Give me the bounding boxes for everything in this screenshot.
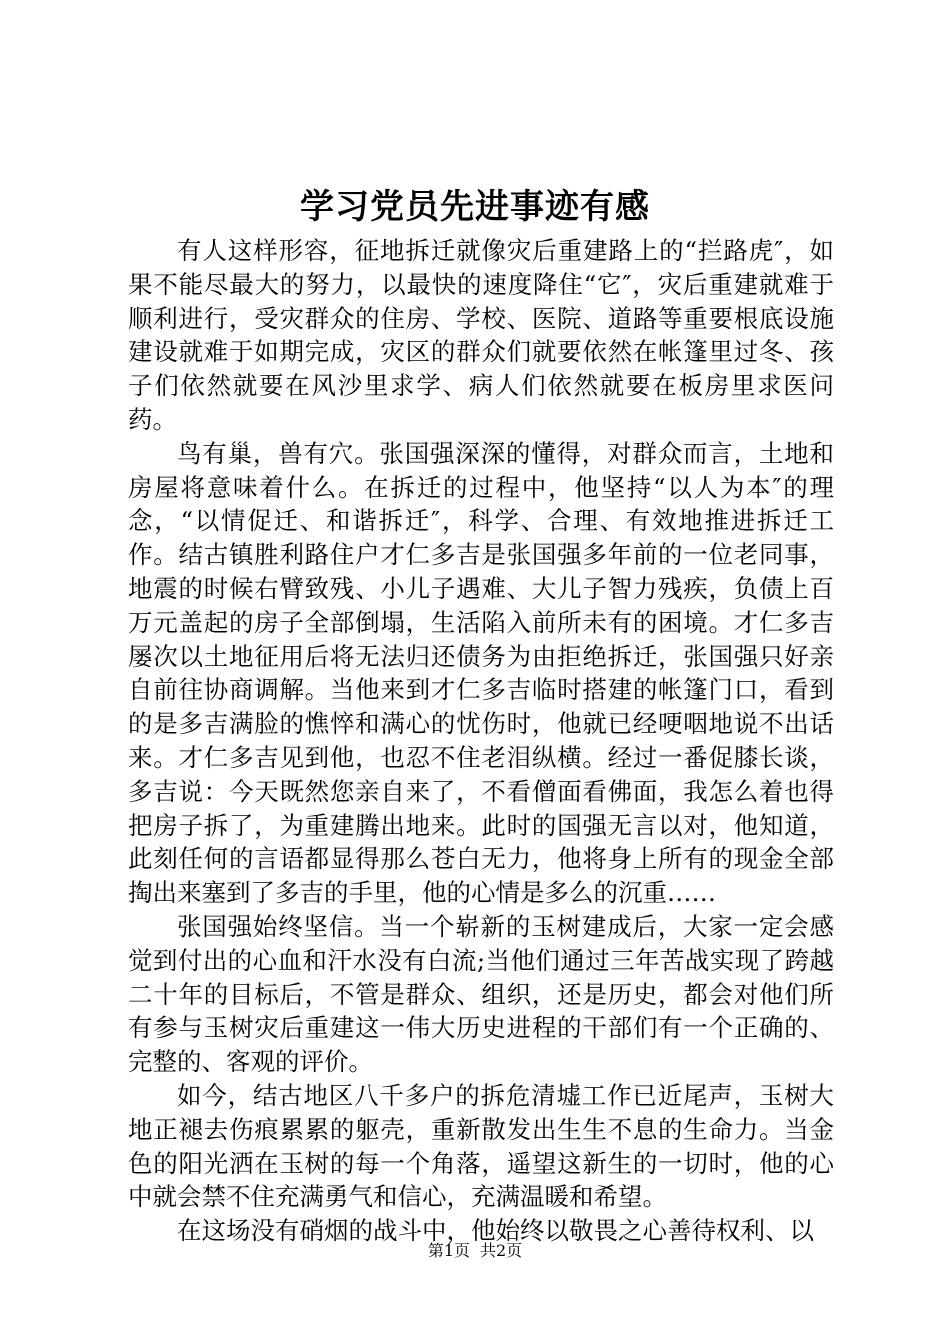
paragraph: 在这场没有硝烟的战斗中，他始终以敬畏之心善待权利、以 bbox=[177, 1216, 814, 1246]
paragraph: 如今，结古地区八千多户的拆危清墟工作已近尾声，玉树大地正褪去伤痕累累的躯壳，重新散发出生生不息的生命力。当金色的阳光洒在玉树的每一个角落，遥望这新生的一切时，他的心中就会禁不住充满勇气和信心，充满温暖和希望。 bbox=[128, 1080, 834, 1212]
document-title: 学习党员先进事迹有感 bbox=[300, 187, 650, 227]
paragraph: 张国强始终坚信。当一个崭新的玉树建成后，大家一定会感觉到付出的心血和汗水没有白流;当他们通过三年苦战实现了跨越二十年的目标后，不管是群众、组织，还是历史，都会对他们所有参与玉树灾后重建这一伟大历史进程的干部们有一个正确的、完整的、客观的评价。 bbox=[128, 911, 834, 1077]
paragraph: 鸟有巢，兽有穴。张国强深深的懂得，对群众而言，土地和房屋将意味着什么。在拆迁的过程中，他坚持“以人为本″的理念，“以情促迁、和谐拆迁″，科学、合理、有效地推进拆迁工作。结古镇胜利路住户才仁多吉是张国强多年前的一位老同事，地震的时候右臂致残、小儿子遇难、大儿子智力残疾，负债上百万元盖起的房子全部倒塌，生活陷入前所未有的困境。才仁多吉屡次以土地征用后将无法归还债务为由拒绝拆迁，张国强只好亲自前往协商调解。当他来到才仁多吉临时搭建的帐篷门口，看到的是多吉满脸的憔悴和满心的忧伤时，他就已经哽咽地说不出话来。才仁多吉见到他，也忍不住老泪纵横。经过一番促膝长谈，多吉说：今天既然您亲自来了，不看僧面看佛面，我怎么着也得把房子拆了，为重建腾出地来。此时的国强无言以对，他知道，此刻任何的言语都显得那么苍白无力，他将身上所有的现金全部掏出来塞到了多吉的手里，他的心情是多么的沉重…… bbox=[128, 438, 834, 908]
paragraph: 有人这样形容，征地拆迁就像灾后重建路上的“拦路虎″，如果不能尽最大的努力，以最快的速度降住“它″，灾后重建就难于顺利进行，受灾群众的住房、学校、医院、道路等重要根底设施建设就难于如期完成，灾区的群众们就要依然在帐篷里过冬、孩子们依然就要在风沙里求学、病人们依然就要在板房里求医问药。 bbox=[128, 236, 834, 434]
page-number-current: 第1页 bbox=[427, 1241, 470, 1260]
page-footer bbox=[0, 1240, 950, 1262]
page-number-total: 共2页 bbox=[480, 1241, 523, 1260]
document-body bbox=[128, 234, 834, 1248]
